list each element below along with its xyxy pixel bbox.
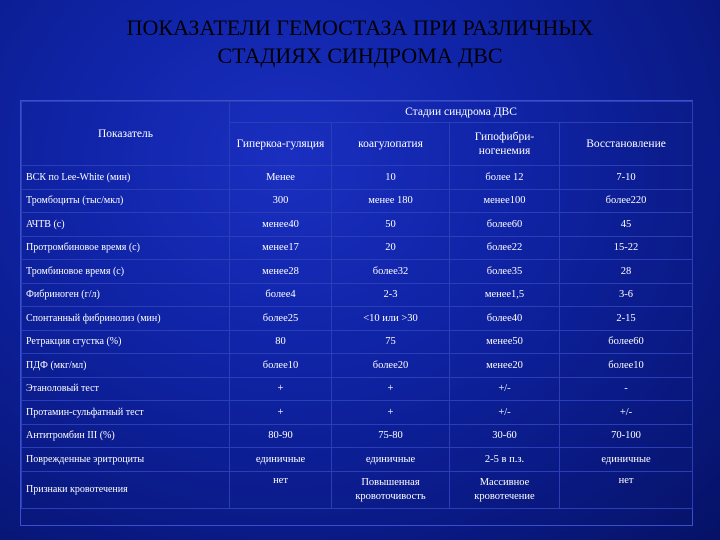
table-row xyxy=(22,260,693,284)
row-label: ПДФ (мкг/мл) xyxy=(22,354,230,378)
hemostasis-table-container xyxy=(20,100,693,526)
cell-value: более32 xyxy=(332,260,450,284)
cell-value: 28 xyxy=(560,260,693,284)
cell-value: 300 xyxy=(230,189,332,213)
stage-header-coagulopathy: коагулопатия xyxy=(332,123,450,166)
slide-title xyxy=(0,14,720,70)
table-row xyxy=(22,236,693,260)
cell-value: более20 xyxy=(332,354,450,378)
table-row xyxy=(22,448,693,472)
cell-value: менее100 xyxy=(450,189,560,213)
cell-value: единичные xyxy=(332,448,450,472)
cell-value: 45 xyxy=(560,213,693,237)
table-row xyxy=(22,424,693,448)
cell-value: + xyxy=(230,377,332,401)
table-row xyxy=(22,307,693,331)
cell-value: нет xyxy=(560,471,693,508)
cell-value: 3-6 xyxy=(560,283,693,307)
row-label: Этаноловый тест xyxy=(22,377,230,401)
cell-value: более22 xyxy=(450,236,560,260)
cell-value: 75 xyxy=(332,330,450,354)
row-label: Тромбиновое время (с) xyxy=(22,260,230,284)
cell-value: более220 xyxy=(560,189,693,213)
table-row xyxy=(22,283,693,307)
stage-header-hypercoagulation: Гиперкоа-гуляция xyxy=(230,123,332,166)
cell-value: Повышенная кровоточивость xyxy=(332,471,450,508)
table-row xyxy=(22,166,693,190)
cell-value: более60 xyxy=(560,330,693,354)
cell-value: более4 xyxy=(230,283,332,307)
table-row xyxy=(22,354,693,378)
cell-value: + xyxy=(332,377,450,401)
cell-value: 20 xyxy=(332,236,450,260)
cell-value: +/- xyxy=(450,401,560,425)
row-label: Антитромбин III (%) xyxy=(22,424,230,448)
cell-value: + xyxy=(332,401,450,425)
row-label: АЧТВ (с) xyxy=(22,213,230,237)
row-label: Протромбиновое время (с) xyxy=(22,236,230,260)
cell-value: более25 xyxy=(230,307,332,331)
stages-group-header: Стадии синдрома ДВС xyxy=(230,102,693,123)
cell-value: менее 180 xyxy=(332,189,450,213)
table-header-row-group xyxy=(22,102,693,123)
row-label: Ретракция сгустка (%) xyxy=(22,330,230,354)
indicator-column-header: Показатель xyxy=(22,102,230,166)
slide-title-line-1: ПОКАЗАТЕЛИ ГЕМОСТАЗА ПРИ РАЗЛИЧНЫХ xyxy=(126,15,594,40)
cell-value: 75-80 xyxy=(332,424,450,448)
hemostasis-table xyxy=(21,101,693,509)
cell-value: более10 xyxy=(230,354,332,378)
cell-value: менее28 xyxy=(230,260,332,284)
cell-value: менее17 xyxy=(230,236,332,260)
row-label: Фибриноген (г/л) xyxy=(22,283,230,307)
row-label: Спонтанный фибринолиз (мин) xyxy=(22,307,230,331)
cell-value: Массивное кровотечение xyxy=(450,471,560,508)
cell-value: +/- xyxy=(560,401,693,425)
cell-value: нет xyxy=(230,471,332,508)
cell-value: менее50 xyxy=(450,330,560,354)
table-row xyxy=(22,471,693,508)
stage-header-recovery: Восстановление xyxy=(560,123,693,166)
cell-value: 7-10 xyxy=(560,166,693,190)
slide-title-line-2: СТАДИЯХ СИНДРОМА ДВС xyxy=(217,43,503,68)
cell-value: 15-22 xyxy=(560,236,693,260)
cell-value: менее20 xyxy=(450,354,560,378)
table-row xyxy=(22,401,693,425)
cell-value: более10 xyxy=(560,354,693,378)
row-label: Тромбоциты (тыс/мкл) xyxy=(22,189,230,213)
row-label: ВСК по Lee-White (мин) xyxy=(22,166,230,190)
cell-value: более 12 xyxy=(450,166,560,190)
stage-header-hypofibrinogenemia: Гипофибри-ногенемия xyxy=(450,123,560,166)
cell-value: единичные xyxy=(230,448,332,472)
cell-value: 2-5 в п.з. xyxy=(450,448,560,472)
cell-value: менее40 xyxy=(230,213,332,237)
row-label: Протамин-сульфатный тест xyxy=(22,401,230,425)
cell-value: 50 xyxy=(332,213,450,237)
cell-value: 30-60 xyxy=(450,424,560,448)
table-row xyxy=(22,330,693,354)
cell-value: 70-100 xyxy=(560,424,693,448)
cell-value: 2-3 xyxy=(332,283,450,307)
table-row xyxy=(22,213,693,237)
cell-value: Менее xyxy=(230,166,332,190)
table-row xyxy=(22,189,693,213)
cell-value: 10 xyxy=(332,166,450,190)
cell-value: менее1,5 xyxy=(450,283,560,307)
row-label: Поврежденные эритроциты xyxy=(22,448,230,472)
cell-value: единичные xyxy=(560,448,693,472)
cell-value: +/- xyxy=(450,377,560,401)
cell-value: более35 xyxy=(450,260,560,284)
cell-value: <10 или >30 xyxy=(332,307,450,331)
row-label: Признаки кровотечения xyxy=(22,471,230,508)
cell-value: 2-15 xyxy=(560,307,693,331)
cell-value: более60 xyxy=(450,213,560,237)
cell-value: 80-90 xyxy=(230,424,332,448)
cell-value: - xyxy=(560,377,693,401)
cell-value: более40 xyxy=(450,307,560,331)
table-row xyxy=(22,377,693,401)
cell-value: 80 xyxy=(230,330,332,354)
cell-value: + xyxy=(230,401,332,425)
